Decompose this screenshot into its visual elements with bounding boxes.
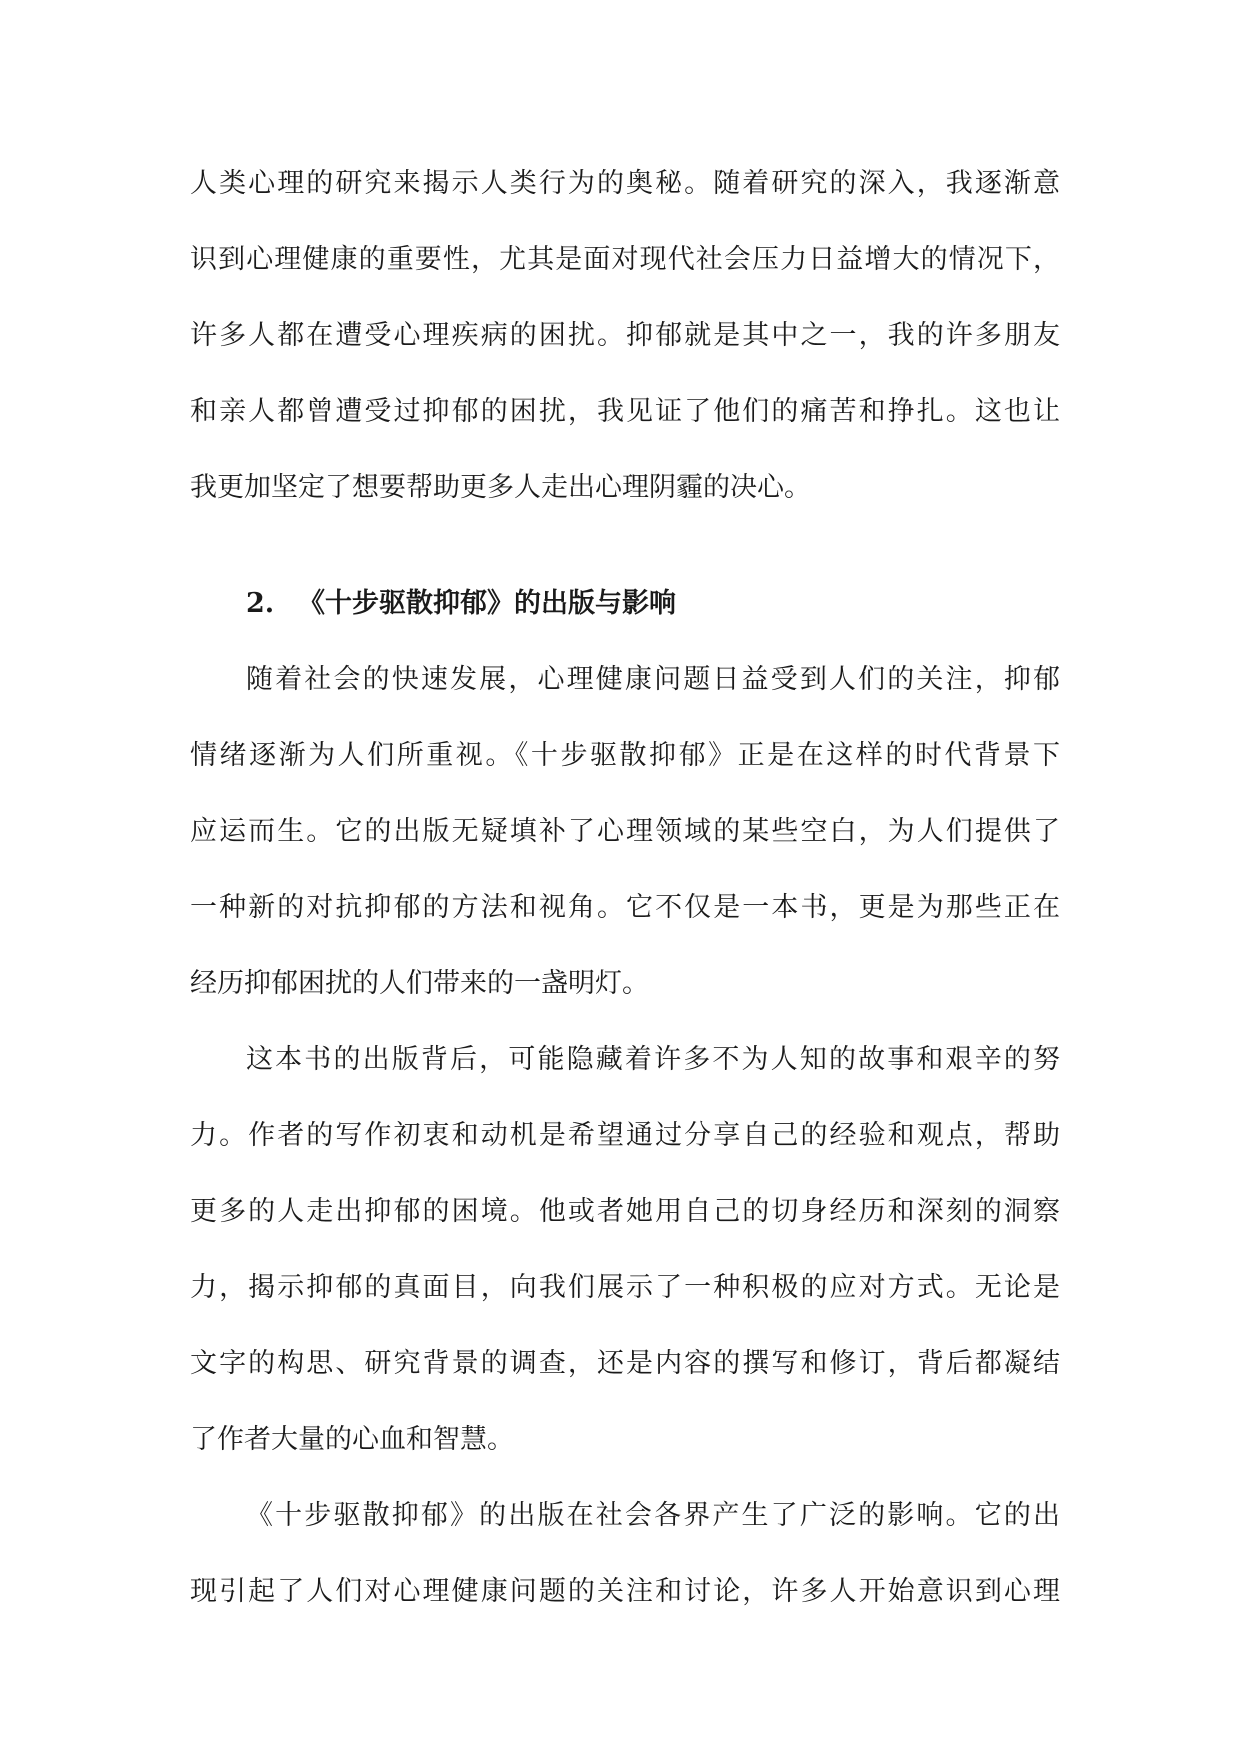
text-line: 了作者大量的心血和智慧。 — [190, 1424, 514, 1455]
section-number: 2. — [246, 588, 275, 619]
document-body — [190, 146, 1060, 1630]
text-line: 应运而生。它的出版无疑填补了心理领域的某些空白，为人们提供了 — [190, 816, 1060, 847]
text-line: 情绪逐渐为人们所重视。《十步驱散抑郁》正是在这样的时代背景下 — [190, 740, 1060, 771]
text-line: 随着社会的快速发展，心理健康问题日益受到人们的关注，抑郁 — [246, 664, 1060, 695]
text-line: 一种新的对抗抑郁的方法和视角。它不仅是一本书，更是为那些正在 — [190, 892, 1060, 923]
paragraph-1 — [190, 146, 1060, 526]
paragraph-2 — [190, 642, 1060, 1022]
text-line: 力。作者的写作初衷和动机是希望通过分享自己的经验和观点，帮助 — [190, 1120, 1060, 1151]
text-line: 文字的构思、研究背景的调查，还是内容的撰写和修订，背后都凝结 — [190, 1348, 1060, 1379]
paragraph-4 — [190, 1478, 1060, 1630]
text-line: 人类心理的研究来揭示人类行为的奥秘。随着研究的深入，我逐渐意 — [190, 168, 1060, 199]
section-heading — [190, 566, 1060, 642]
paragraph-3 — [190, 1022, 1060, 1478]
section-title: 《十步驱散抑郁》的出版与影响 — [298, 588, 676, 619]
text-line: 经历抑郁困扰的人们带来的一盏明灯。 — [190, 968, 649, 999]
text-line: 识到心理健康的重要性，尤其是面对现代社会压力日益增大的情况下， — [190, 244, 1060, 275]
text-line: 力，揭示抑郁的真面目，向我们展示了一种积极的应对方式。无论是 — [190, 1272, 1060, 1303]
text-line: 这本书的出版背后，可能隐藏着许多不为人知的故事和艰辛的努 — [246, 1044, 1060, 1075]
text-line: 更多的人走出抑郁的困境。他或者她用自己的切身经历和深刻的洞察 — [190, 1196, 1060, 1227]
text-line: 许多人都在遭受心理疾病的困扰。抑郁就是其中之一，我的许多朋友 — [190, 320, 1060, 351]
text-line: 和亲人都曾遭受过抑郁的困扰，我见证了他们的痛苦和挣扎。这也让 — [190, 396, 1060, 427]
text-line: 《十步驱散抑郁》的出版在社会各界产生了广泛的影响。它的出 — [246, 1500, 1060, 1531]
paragraph-spacer — [190, 526, 1060, 566]
text-line: 现引起了人们对心理健康问题的关注和讨论，许多人开始意识到心理 — [190, 1576, 1060, 1607]
text-line: 我更加坚定了想要帮助更多人走出心理阴霾的决心。 — [190, 472, 811, 503]
